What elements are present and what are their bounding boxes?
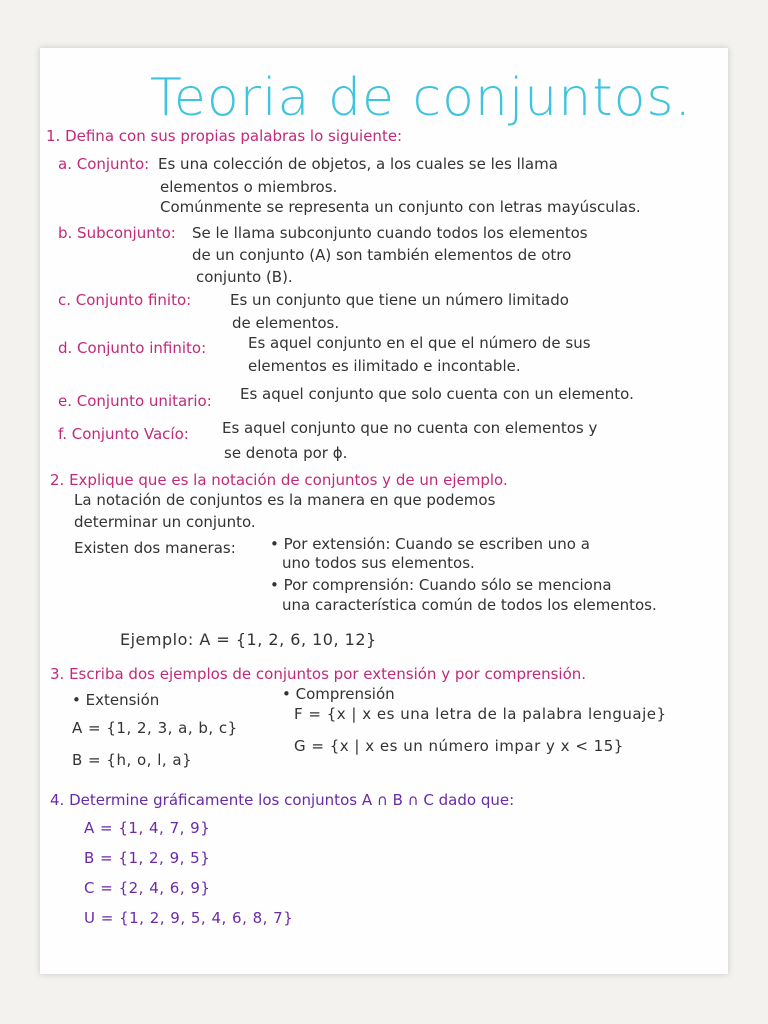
q1a-line3: Comúnmente se representa un conjunto con letras mayúsculas. — [160, 198, 641, 216]
q1b-label: b. Subconjunto: — [58, 224, 176, 242]
q1b-line3: conjunto (B). — [196, 268, 293, 286]
q3-heading: 3. Escriba dos ejemplos de conjuntos por extensión y por comprensión. — [50, 665, 587, 683]
q1a-line2: elementos o miembros. — [160, 178, 338, 196]
q3-extension-title: • Extensión — [72, 691, 160, 709]
q2-line2: determinar un conjunto. — [74, 513, 256, 531]
q2-example: Ejemplo: A = {1, 2, 6, 10, 12} — [120, 630, 377, 649]
q1d-label: d. Conjunto infinito: — [58, 339, 207, 357]
q1b-line1: Se le llama subconjunto cuando todos los elementos — [192, 224, 588, 242]
q3-extension-set-b: B = {h, o, l, a} — [72, 751, 193, 769]
q1d-line2: elementos es ilimitado e incontable. — [248, 357, 521, 375]
q1b-line2: de un conjunto (A) son también elementos de otro — [192, 246, 572, 264]
q1e-label: e. Conjunto unitario: — [58, 392, 212, 410]
q3-comprehension-set-g: G = {x | x es un número impar y x < 15} — [294, 737, 624, 755]
q4-set-u: U = {1, 2, 9, 5, 4, 6, 8, 7} — [84, 909, 294, 927]
q1a-line1: Es una colección de objetos, a los cuales se les llama — [158, 155, 558, 173]
q1e-line1: Es aquel conjunto que solo cuenta con un elemento. — [240, 385, 634, 403]
q2-extension-line1: • Por extensión: Cuando se escriben uno a — [270, 535, 590, 553]
q4-set-a: A = {1, 4, 7, 9} — [84, 819, 211, 837]
q3-comprehension-set-f: F = {x | x es una letra de la palabra lenguaje} — [294, 705, 667, 723]
q1-heading: 1. Defina con sus propias palabras lo siguiente: — [46, 127, 403, 145]
q4-set-c: C = {2, 4, 6, 9} — [84, 879, 211, 897]
q1f-line1: Es aquel conjunto que no cuenta con elementos y — [222, 419, 598, 437]
q1c-line1: Es un conjunto que tiene un número limitado — [230, 291, 569, 309]
q1f-label: f. Conjunto Vacío: — [58, 425, 189, 443]
q1a-label: a. Conjunto: — [58, 155, 150, 173]
q2-line1: La notación de conjuntos es la manera en que podemos — [74, 491, 496, 509]
q4-set-b: B = {1, 2, 9, 5} — [84, 849, 211, 867]
q1d-line1: Es aquel conjunto en el que el número de sus — [248, 334, 591, 352]
q2-comprehension-line2: una característica común de todos los elementos. — [282, 596, 657, 614]
q4-heading: 4. Determine gráficamente los conjuntos A ∩ B ∩ C dado que: — [50, 791, 515, 809]
q3-extension-set-a: A = {1, 2, 3, a, b, c} — [72, 719, 238, 737]
q3-comprehension-title: • Comprensión — [282, 685, 395, 703]
q2-extension-line2: uno todos sus elementos. — [282, 554, 475, 572]
q1c-line2: de elementos. — [232, 314, 340, 332]
q2-comprehension-line1: • Por comprensión: Cuando sólo se menciona — [270, 576, 612, 594]
page-title: Teoria de conjuntos. — [150, 68, 693, 128]
q2-ways-label: Existen dos maneras: — [74, 539, 236, 557]
q2-heading: 2. Explique que es la notación de conjuntos y de un ejemplo. — [50, 471, 508, 489]
q1f-line2: se denota por ϕ. — [224, 444, 348, 462]
q1c-label: c. Conjunto finito: — [58, 291, 192, 309]
